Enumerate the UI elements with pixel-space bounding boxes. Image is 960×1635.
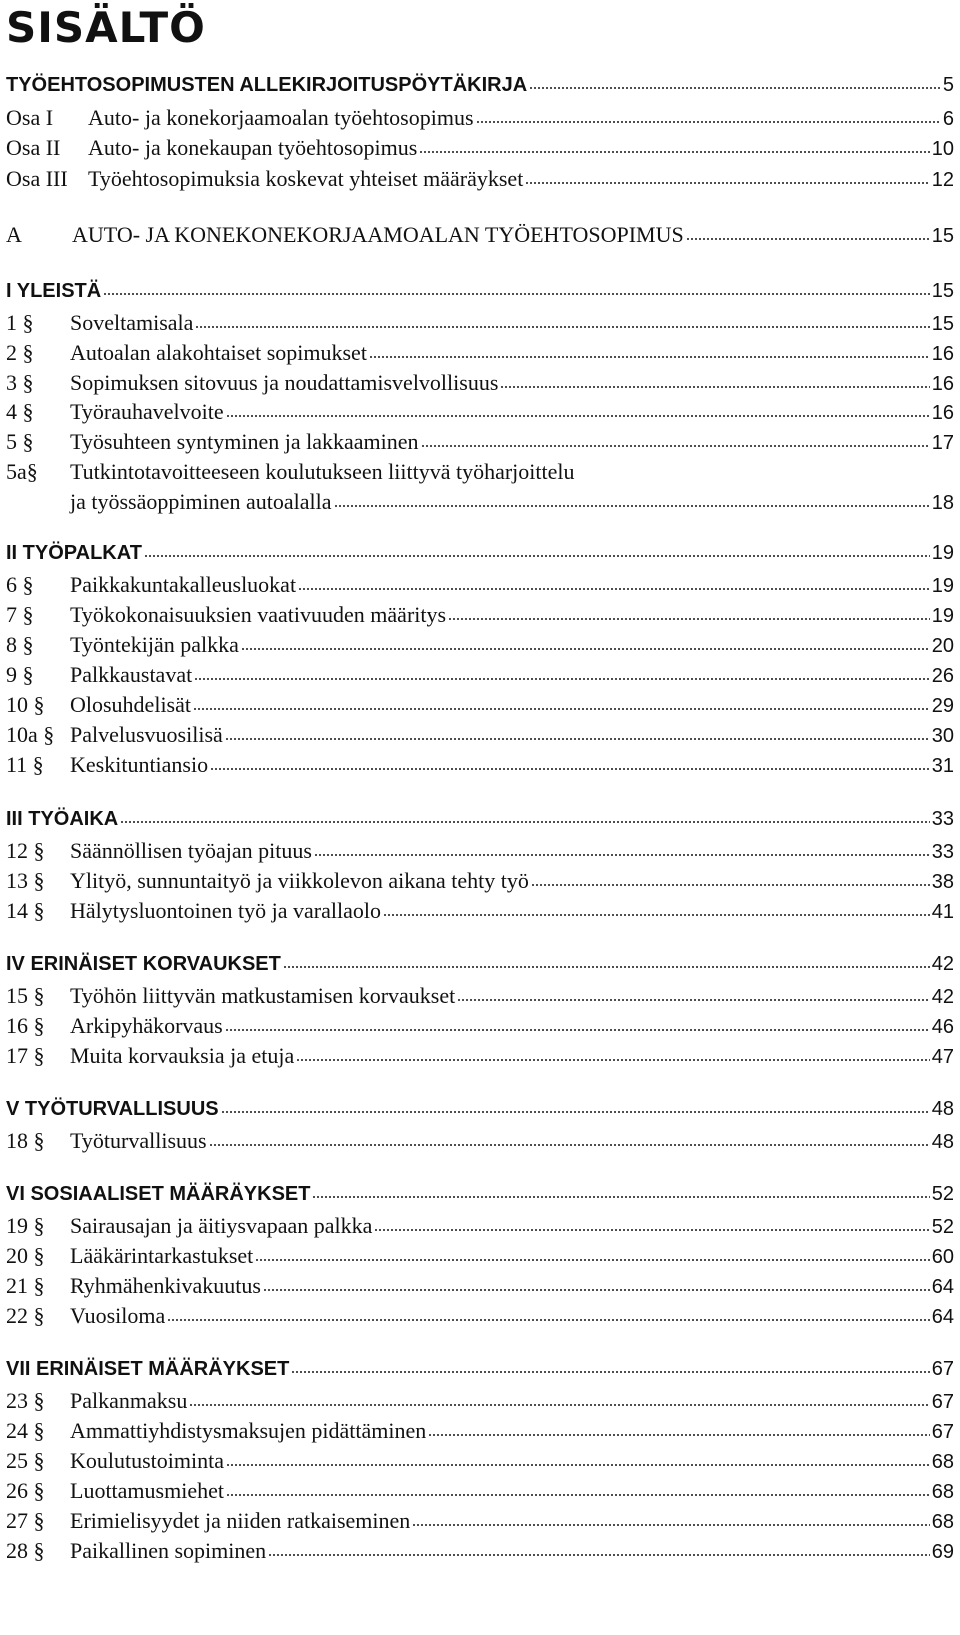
toc-entry-page: 42 <box>931 986 954 1008</box>
toc-entry-title: Koulutustoiminta <box>70 1448 224 1473</box>
toc-entry-number: 24 § <box>6 1418 45 1443</box>
dot-leader <box>412 1523 929 1527</box>
dot-leader <box>210 767 930 771</box>
toc-entry-page: 33 <box>931 841 954 863</box>
toc-entry-page: 5 <box>942 74 954 96</box>
toc-entry-number: Osa III <box>6 166 68 191</box>
toc-entry[interactable] <box>6 1303 954 1333</box>
toc-entry[interactable] <box>6 1043 954 1073</box>
toc-entry-number: 12 § <box>6 838 45 863</box>
toc-entry-page: 30 <box>931 725 954 747</box>
toc-entry-page: 19 <box>931 605 954 627</box>
toc-entry-page: 48 <box>931 1131 954 1153</box>
dot-leader <box>195 325 929 329</box>
toc-entry[interactable] <box>6 1538 954 1568</box>
toc-entry[interactable] <box>6 399 954 429</box>
toc-entry-title: Keskituntiansio <box>70 752 209 777</box>
toc-entry-title: Työntekijän palkka <box>70 632 239 657</box>
toc-entry-page: 19 <box>931 575 954 597</box>
toc-entry-number: 19 § <box>6 1213 45 1238</box>
toc-entry[interactable] <box>6 868 954 898</box>
toc-entry-title: Työehtosopimuksia koskevat yhteiset määräykset <box>88 166 524 191</box>
toc-entry-title: V TYÖTURVALLISUUS <box>6 1098 219 1120</box>
dot-leader <box>529 86 941 90</box>
toc-entry[interactable] <box>6 280 954 310</box>
toc-entry-title: Ylityö, sunnuntaityö ja viikkolevon aikana tehty työ <box>70 868 529 893</box>
toc-entry[interactable] <box>6 838 954 868</box>
toc-entry[interactable] <box>6 1128 954 1158</box>
toc-entry-number: 26 § <box>6 1478 45 1503</box>
toc-entry-number: 22 § <box>6 1303 45 1328</box>
toc-entry-title: Paikallinen sopiminen <box>70 1538 267 1563</box>
dot-leader <box>226 414 930 418</box>
toc-entry[interactable] <box>6 1243 954 1273</box>
toc-entry-number: 23 § <box>6 1388 45 1413</box>
toc-entry-title: Tutkintotavoitteeseen koulutukseen liittyvä työharjoittelu <box>70 459 575 484</box>
toc-entry[interactable] <box>6 572 954 602</box>
dot-leader <box>268 1553 930 1557</box>
toc-entry-title: VI SOSIAALISET MÄÄRÄYKSET <box>6 1183 311 1205</box>
toc-entry[interactable] <box>6 1183 954 1213</box>
toc-entry-title: Palkkaustavat <box>70 662 193 687</box>
dot-leader <box>241 647 930 651</box>
toc-entry[interactable] <box>6 898 954 928</box>
toc-entry-page: 16 <box>931 402 954 424</box>
toc-entry[interactable] <box>6 1013 954 1043</box>
toc-entry-number: 20 § <box>6 1243 45 1268</box>
toc-entry-page: 15 <box>931 313 954 335</box>
dot-leader <box>209 1143 930 1147</box>
toc-entry-number: 2 § <box>6 340 34 365</box>
toc-entry-title: Hälytysluontoinen työ ja varallaolo <box>70 898 381 923</box>
dot-leader <box>193 707 930 711</box>
toc-entry-page: 68 <box>931 1451 954 1473</box>
toc-entry-page: 17 <box>931 432 954 454</box>
toc-entry[interactable] <box>6 105 954 135</box>
toc-entry-page: 15 <box>931 280 954 302</box>
toc-entry-page: 38 <box>931 871 954 893</box>
toc-entry-number: 9 § <box>6 662 34 687</box>
toc-entry[interactable] <box>6 542 954 572</box>
dot-leader <box>419 150 929 154</box>
toc-entry-number: 4 § <box>6 399 34 424</box>
toc-entry-number: 5 § <box>6 429 34 454</box>
toc-entry-page: 64 <box>931 1276 954 1298</box>
toc-entry-page: 47 <box>931 1046 954 1068</box>
toc-entry-title: Erimielisyydet ja niiden ratkaiseminen <box>70 1508 411 1533</box>
toc-entry[interactable] <box>6 983 954 1013</box>
toc-entry-page: 68 <box>931 1511 954 1533</box>
toc-entry-number: 8 § <box>6 632 34 657</box>
toc-entry[interactable] <box>6 1358 954 1388</box>
toc-entry-number: 10 § <box>6 692 45 717</box>
dot-leader <box>421 444 930 448</box>
toc-entry-number: A <box>6 222 22 247</box>
toc-entry-number: 5a§ <box>6 459 38 484</box>
toc-entry[interactable] <box>6 135 954 165</box>
toc-entry-page: 67 <box>931 1358 954 1380</box>
toc-entry-number: 25 § <box>6 1448 45 1473</box>
toc-entry[interactable] <box>6 429 954 459</box>
toc-entry-page: 69 <box>931 1541 954 1563</box>
dot-leader <box>531 883 930 887</box>
toc-entry-number: 10a § <box>6 722 55 747</box>
toc-entry[interactable] <box>6 692 954 722</box>
toc-entry[interactable] <box>6 1448 954 1478</box>
toc-entry-page: 16 <box>931 373 954 395</box>
dot-leader <box>448 617 930 621</box>
dot-leader <box>686 237 930 241</box>
toc-entry[interactable] <box>6 459 954 489</box>
toc-entry-page: 10 <box>931 138 954 160</box>
toc-entry-number: Osa I <box>6 105 54 130</box>
toc-entry[interactable] <box>6 1388 954 1418</box>
toc-entry-number: 7 § <box>6 602 34 627</box>
dot-leader <box>369 355 930 359</box>
toc-entry-number: 27 § <box>6 1508 45 1533</box>
toc-entry-title: Ryhmähenkivakuutus <box>70 1273 261 1298</box>
toc-entry-title: ja työssäoppiminen autoalalla <box>70 489 332 514</box>
dot-leader <box>334 504 930 508</box>
toc-entry-title: Palkanmaksu <box>70 1388 188 1413</box>
dot-leader <box>225 1028 930 1032</box>
toc-entry-title: Sairausajan ja äitiysvapaan palkka <box>70 1213 373 1238</box>
dot-leader <box>221 1110 930 1114</box>
toc-entry-title: Auto- ja konekaupan työehtosopimus <box>88 135 418 160</box>
toc-entry-page: 52 <box>931 1183 954 1205</box>
toc-entry-page: 12 <box>931 169 954 191</box>
toc-entry-page: 52 <box>931 1216 954 1238</box>
toc-entry-page: 19 <box>931 542 954 564</box>
toc-entry[interactable] <box>6 1098 954 1128</box>
toc-entry[interactable] <box>6 662 954 692</box>
toc-entry-title: Työsuhteen syntyminen ja lakkaaminen <box>70 429 419 454</box>
toc-entry[interactable] <box>6 808 954 838</box>
toc-entry[interactable] <box>6 1273 954 1303</box>
toc-entry-title: Työrauhavelvoite <box>70 399 224 424</box>
toc-entry-page: 67 <box>931 1421 954 1443</box>
dot-leader <box>312 1195 929 1199</box>
toc-entry-page: 42 <box>931 953 954 975</box>
toc-entry-number: Osa II <box>6 135 61 160</box>
toc-entry-title: Luottamusmiehet <box>70 1478 224 1503</box>
toc-entry-page: 15 <box>931 225 954 247</box>
toc-entry-page: 6 <box>942 108 954 130</box>
toc-entry-page: 18 <box>931 492 954 514</box>
toc-entry[interactable] <box>6 370 954 400</box>
table-of-contents <box>6 0 954 1635</box>
toc-entry[interactable] <box>6 632 954 662</box>
toc-entry-page: 29 <box>931 695 954 717</box>
toc-entry-title: Autoalan alakohtaiset sopimukset <box>70 340 367 365</box>
toc-entry-title: Olosuhdelisät <box>70 692 191 717</box>
toc-entry[interactable] <box>6 752 954 782</box>
toc-entry-title: IV ERINÄISET KORVAUKSET <box>6 953 281 975</box>
toc-entry[interactable] <box>6 222 954 252</box>
toc-entry[interactable] <box>6 722 954 752</box>
toc-entry-page: 60 <box>931 1246 954 1268</box>
toc-entry-title: Arkipyhäkorvaus <box>70 1013 223 1038</box>
toc-entry-title: Työturvallisuus <box>70 1128 207 1153</box>
toc-entry-number: 17 § <box>6 1043 45 1068</box>
toc-entry[interactable] <box>6 953 954 983</box>
toc-entry-number: 13 § <box>6 868 45 893</box>
dot-leader <box>189 1403 929 1407</box>
toc-entry-number: 18 § <box>6 1128 45 1153</box>
toc-entry-title: Soveltamisala <box>70 310 194 335</box>
dot-leader <box>383 913 930 917</box>
toc-entry-number: 6 § <box>6 572 34 597</box>
toc-entry-page: 67 <box>931 1391 954 1413</box>
toc-entry-title: Auto- ja konekorjaamoalan työehtosopimus <box>88 105 474 130</box>
toc-entry-title: Työhön liittyvän matkustamisen korvaukset <box>70 983 456 1008</box>
dot-leader <box>500 385 929 389</box>
dot-leader <box>291 1370 929 1374</box>
toc-entry[interactable] <box>6 166 954 196</box>
toc-entry-page: 26 <box>931 665 954 687</box>
toc-entry-number: 15 § <box>6 983 45 1008</box>
dot-leader <box>194 677 930 681</box>
toc-entry[interactable] <box>6 489 954 519</box>
toc-entry-title: Muita korvauksia ja etuja <box>70 1043 295 1068</box>
toc-entry-title: Vuosiloma <box>70 1303 166 1328</box>
toc-entry-title: II TYÖPALKAT <box>6 542 142 564</box>
dot-leader <box>144 554 930 558</box>
dot-leader <box>457 998 930 1002</box>
toc-entry-page: 48 <box>931 1098 954 1120</box>
dot-leader <box>374 1228 929 1232</box>
toc-entry-page: 68 <box>931 1481 954 1503</box>
toc-entry[interactable] <box>6 340 954 370</box>
dot-leader <box>225 737 930 741</box>
toc-entry-number: 3 § <box>6 370 34 395</box>
page-title: SISÄLTÖ <box>6 3 206 52</box>
toc-entry-title: Palvelusvuosilisä <box>70 722 223 747</box>
toc-entry-title: Lääkärintarkastukset <box>70 1243 254 1268</box>
toc-entry-title: Ammattiyhdistysmaksujen pidättäminen <box>70 1418 427 1443</box>
toc-entry-title: III TYÖAIKA <box>6 808 119 830</box>
toc-entry[interactable] <box>6 1508 954 1538</box>
toc-entry-title: Työkokonaisuuksien vaativuuden määritys <box>70 602 447 627</box>
toc-entry-number: 16 § <box>6 1013 45 1038</box>
dot-leader <box>476 120 941 124</box>
toc-entry[interactable] <box>6 74 954 104</box>
dot-leader <box>255 1258 929 1262</box>
dot-leader <box>296 1058 930 1062</box>
dot-leader <box>283 965 930 969</box>
toc-entry[interactable] <box>6 602 954 632</box>
toc-entry-title: VII ERINÄISET MÄÄRÄYKSET <box>6 1358 290 1380</box>
toc-entry-number: 11 § <box>6 752 44 777</box>
dot-leader <box>525 181 929 185</box>
toc-entry-title: TYÖEHTOSOPIMUSTEN ALLEKIRJOITUSPÖYTÄKIRJA <box>6 74 528 96</box>
toc-entry-page: 46 <box>931 1016 954 1038</box>
toc-entry[interactable] <box>6 1418 954 1448</box>
toc-entry-page: 31 <box>931 755 954 777</box>
toc-entry[interactable] <box>6 310 954 340</box>
toc-entry-title: Säännöllisen työajan pituus <box>70 838 312 863</box>
dot-leader <box>167 1318 930 1322</box>
toc-entry-title: Paikkakuntakalleusluokat <box>70 572 297 597</box>
dot-leader <box>298 587 930 591</box>
toc-entry-page: 16 <box>931 343 954 365</box>
toc-entry-number: 14 § <box>6 898 45 923</box>
toc-entry-title: I YLEISTÄ <box>6 280 102 302</box>
dot-leader <box>226 1463 930 1467</box>
dot-leader <box>226 1493 930 1497</box>
toc-entry-title: Sopimuksen sitovuus ja noudattamisvelvollisuus <box>70 370 499 395</box>
dot-leader <box>428 1433 930 1437</box>
toc-entry-page: 33 <box>931 808 954 830</box>
toc-entry-page: 20 <box>931 635 954 657</box>
toc-entry[interactable] <box>6 1213 954 1243</box>
toc-entry-title: AUTO- JA KONEKONEKORJAAMOALAN TYÖEHTOSOPIMUS <box>72 222 684 247</box>
toc-entry-number: 21 § <box>6 1273 45 1298</box>
toc-entry-page: 64 <box>931 1306 954 1328</box>
toc-entry[interactable] <box>6 1478 954 1508</box>
toc-entry-page: 41 <box>931 901 954 923</box>
dot-leader <box>120 820 930 824</box>
dot-leader <box>263 1288 930 1292</box>
dot-leader <box>103 292 930 296</box>
toc-entry-number: 28 § <box>6 1538 45 1563</box>
toc-entry-number: 1 § <box>6 310 34 335</box>
dot-leader <box>314 853 930 857</box>
